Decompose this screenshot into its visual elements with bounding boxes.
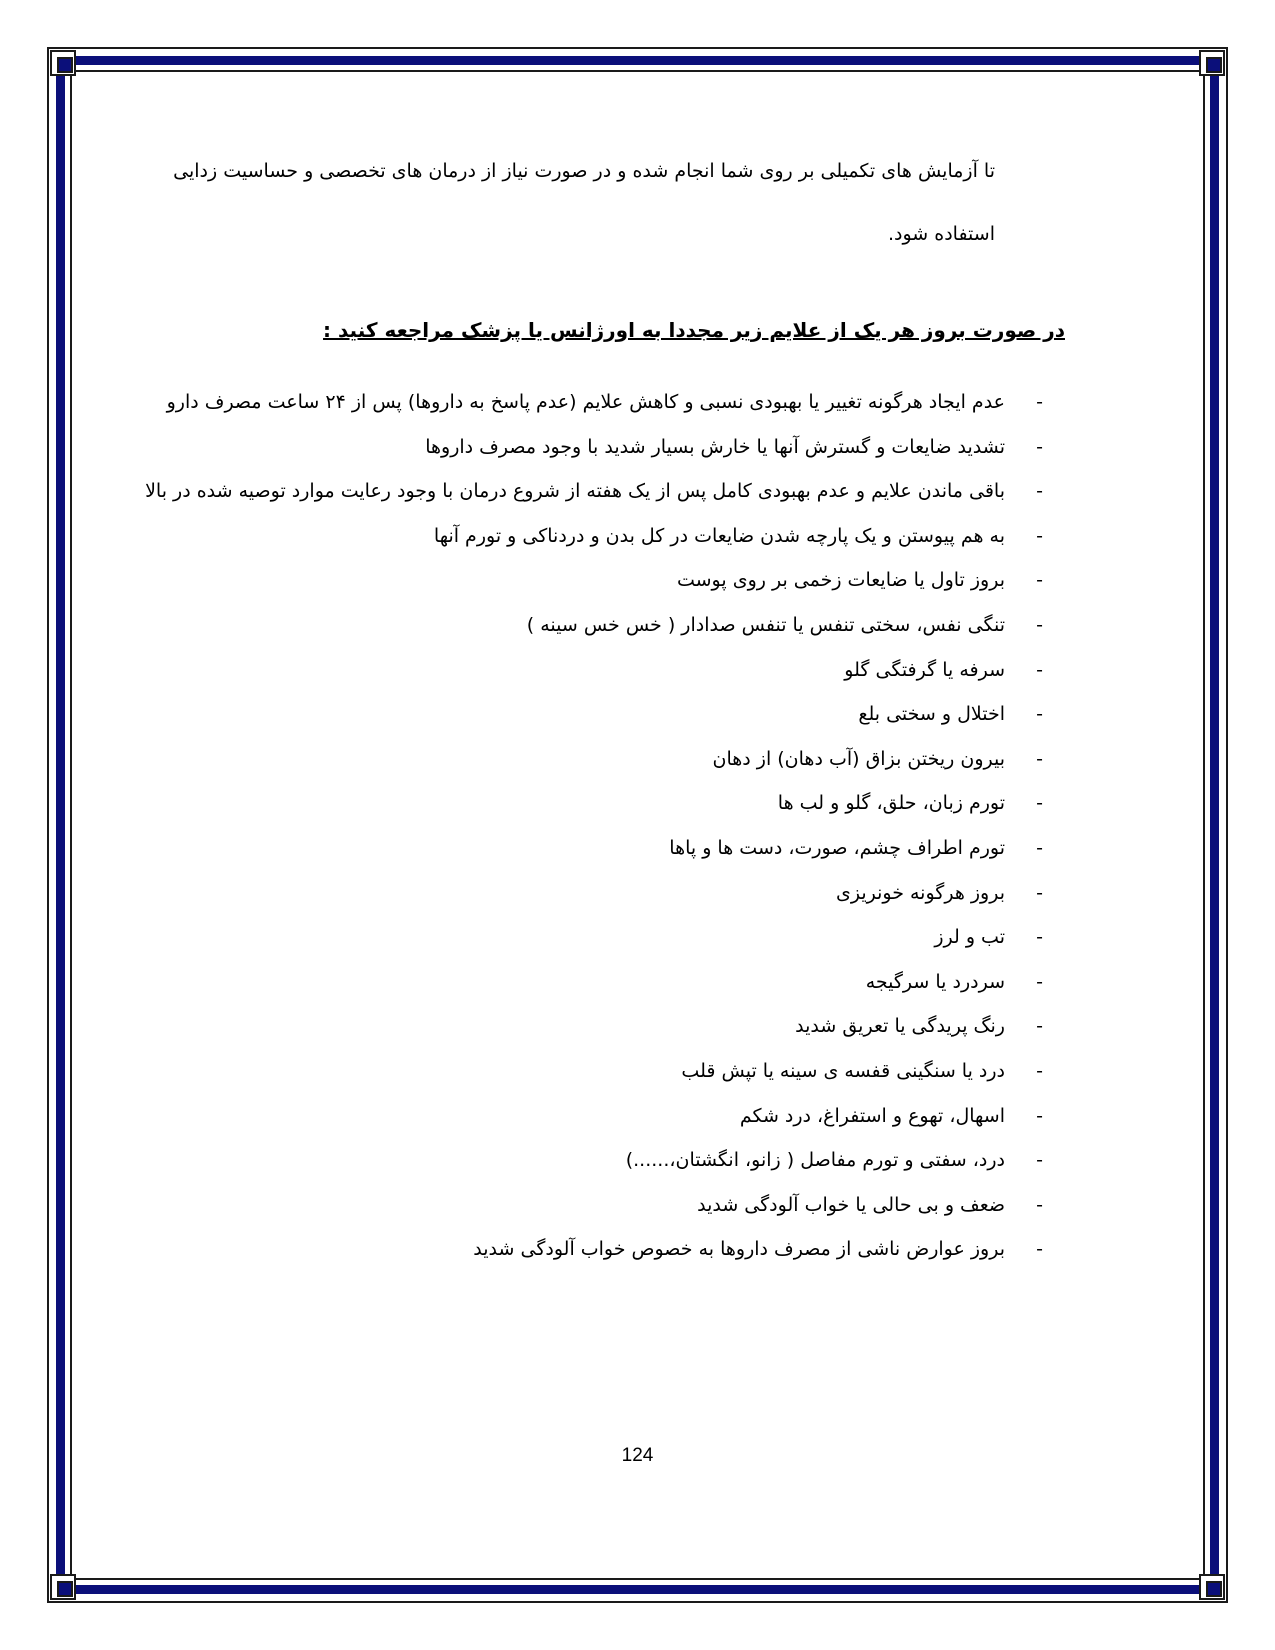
list-item: - ضعف و بی حالی یا خواب آلودگی شدید	[140, 1183, 1065, 1228]
list-item: - تشدید ضایعات و گسترش آنها یا خارش بسیار شدید با وجود مصرف داروها	[140, 425, 1065, 470]
list-item: - تب و لرز	[140, 915, 1065, 960]
list-item: - بروز هرگونه خونریزی	[140, 871, 1065, 916]
list-item: - بیرون ریختن بزاق (آب دهان) از دهان	[140, 737, 1065, 782]
symptom-list	[140, 380, 1065, 1272]
list-item: - اسهال، تهوع و استفراغ، درد شکم	[140, 1094, 1065, 1139]
list-item: - سردرد یا سرگیجه	[140, 960, 1065, 1005]
corner-ornament-bottom-left	[50, 1574, 76, 1600]
corner-ornament-bottom-right	[1199, 1574, 1225, 1600]
list-item: - به هم پیوستن و یک پارچه شدن ضایعات در کل بدن و دردناکی و تورم آنها	[140, 514, 1065, 559]
intro-paragraph	[140, 140, 995, 266]
intro-line-2: استفاده شود.	[887, 223, 995, 245]
list-item: - عدم ایجاد هرگونه تغییر یا بهبودی نسبی و کاهش علایم (عدم پاسخ به داروها) پس از ۲۴ ساعت مصرف دارو	[140, 380, 1065, 425]
list-item: - سرفه یا گرفتگی گلو	[140, 648, 1065, 693]
list-item: - اختلال و سختی بلع	[140, 692, 1065, 737]
list-item: - بروز تاول یا ضایعات زخمی بر روی پوست	[140, 558, 1065, 603]
list-item: - باقی ماندن علایم و عدم بهبودی کامل پس از یک هفته از شروع درمان با وجود رعایت موارد توصیه شده در بالا	[140, 469, 1065, 514]
list-item: - درد، سفتی و تورم مفاصل ( زانو، انگشتان،......)	[140, 1138, 1065, 1183]
page-number: 124	[621, 1445, 654, 1466]
list-item: - بروز عوارض ناشی از مصرف داروها به خصوص خواب آلودگی شدید	[140, 1227, 1065, 1272]
corner-ornament-top-right	[1199, 50, 1225, 76]
list-item: - درد یا سنگینی قفسه ی سینه یا تپش قلب	[140, 1049, 1065, 1094]
corner-ornament-top-left	[50, 50, 76, 76]
list-item: - تنگی نفس، سختی تنفس یا تنفس صدادار ( خس خس سینه )	[140, 603, 1065, 648]
list-item: - رنگ پریدگی یا تعریق شدید	[140, 1004, 1065, 1049]
section-heading: در صورت بروز هر یک از علایم زیر مجددا به اورژانس یا پزشک مراجعه کنید :	[323, 318, 1065, 342]
list-item: - تورم اطراف چشم، صورت، دست ها و پاها	[140, 826, 1065, 871]
list-item: - تورم زبان، حلق، گلو و لب ها	[140, 781, 1065, 826]
page-content	[140, 140, 1065, 1500]
intro-line-1: تا آزمایش های تکمیلی بر روی شما انجام شده و در صورت نیاز از درمان های تخصصی و حساسیت زدایی	[173, 160, 995, 182]
